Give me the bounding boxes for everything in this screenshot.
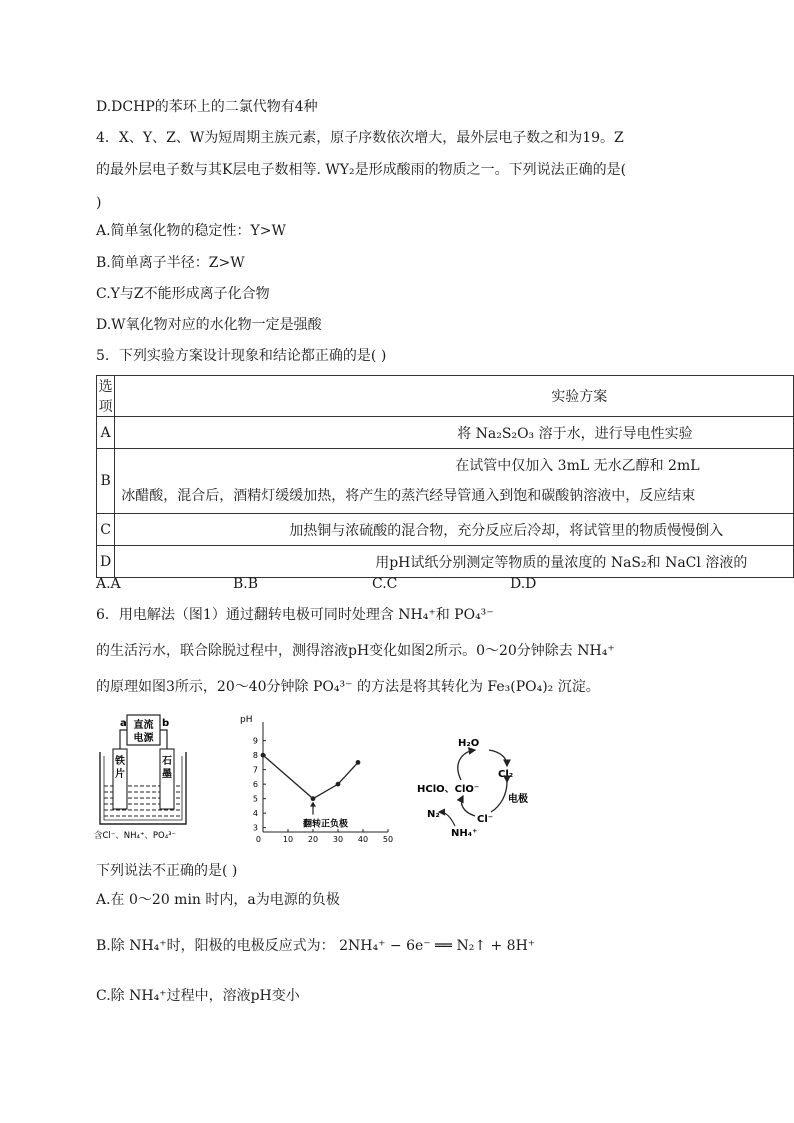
fig2-annotation-arrowhead (310, 802, 316, 807)
fig2-x-tick-label: 50 (382, 835, 394, 844)
q4-stem-line3: ) (96, 195, 102, 211)
q5-choice-a: A.A (96, 576, 121, 592)
fig2-data-point (311, 796, 316, 801)
q4-stem-line1: 4．X、Y、Z、W为短周期主族元素，原子序数依次增大，最外层电子数之和为19。Z (96, 130, 624, 146)
fig2-y-tick-label: 4 (252, 809, 258, 819)
fig3-hclo: HClO、ClO⁻ (417, 784, 480, 795)
fig3-h2o: H₂O (458, 738, 480, 749)
fig3-arrow-electrode (491, 782, 507, 812)
q4-option-c: C.Y与Z不能形成离子化合物 (96, 286, 270, 302)
q6-stem-line2: 的生活污水，联合除脱过程中，测得溶液pH变化如图2所示。0～20分钟除去 NH₄⁺ (96, 643, 615, 659)
row-plan: 加热铜与浓硫酸的混合物，充分反应后冷却，将试管里的物质慢慢倒入 (115, 514, 794, 546)
table-row (97, 449, 794, 514)
fig2-y-tick-label: 3 (252, 823, 258, 833)
q5-stem: 5．下列实验方案设计现象和结论都正确的是( ) (96, 348, 387, 364)
row-plan-line2: 冰醋酸，混合后，酒精灯缓缓加热，将产生的蒸汽经导管通入到饱和碳酸钠溶液中，反应结束 (121, 488, 696, 504)
figure2-ph-chart (236, 712, 396, 848)
row-plan (115, 449, 794, 514)
header-plan: 实验方案 (115, 376, 794, 417)
q4-option-a: A.简单氢化物的稳定性：Y>W (96, 223, 286, 239)
fig2-y-tick-label: 9 (252, 736, 258, 746)
fig2-y-label: pH (240, 715, 253, 725)
table-row (97, 417, 794, 449)
row-plan-line1: 在试管中仅加入 3mL 无水乙醇和 2mL (455, 458, 700, 474)
q6-question: 下列说法不正确的是( ) (96, 863, 238, 879)
wire-a (120, 730, 127, 749)
row-option: C (97, 514, 115, 546)
q3-option-d: D.DCHP的苯环上的二氯代物有4种 (96, 99, 318, 115)
fig3-arrow-to-h2o (458, 750, 475, 780)
fig2-y-tick-label: 7 (252, 765, 258, 775)
experiment-table (96, 375, 794, 578)
q4-stem-line2: 的最外层电子数与其K层电子数相等. WY₂是形成酸雨的物质之一。下列说法正确的是( (96, 162, 627, 178)
table-header-row (97, 376, 794, 417)
table-row (97, 546, 794, 578)
fig3-electrode: 电极 (508, 794, 528, 805)
fig2-y-tick-label: 6 (252, 780, 258, 790)
row-plan: 用pH试纸分别测定等物质的量浓度的 NaS₂和 NaCl 溶液的 (115, 546, 794, 578)
wire-b (160, 730, 167, 749)
fig3-nh4: NH₄⁺ (451, 828, 478, 839)
q5-choice-b: B.B (233, 576, 259, 592)
fig2-annotation: 翻转正负极 (303, 819, 349, 830)
fig3-cl-minus: Cl⁻ (477, 814, 494, 825)
fig2-x-tick-label: 10 (282, 835, 294, 844)
q6-stem-line1: 6．用电解法（图1）通过翻转电极可同时处理含 NH₄⁺和 PO₄³⁻ (96, 607, 494, 623)
fig1-caption: 含Cl⁻、NH₄⁺、PO₄³⁻ (94, 831, 177, 841)
row-option: B (97, 449, 115, 514)
fig3-arrow-to-cl2 (489, 750, 507, 766)
fig1-power-line2: 电源 (133, 733, 154, 744)
q6-option-c: C.除 NH₄⁺过程中，溶液pH变小 (96, 988, 300, 1004)
table-row (97, 514, 794, 546)
header-option: 选项 (97, 376, 115, 417)
q6-stem-line3: 的原理如图3所示，20～40分钟除 PO₄³⁻ 的方法是将其转化为 Fe₃(PO₄)₂ 沉淀。 (96, 679, 600, 695)
fig2-y-tick-label: 8 (252, 751, 258, 761)
fig2-ph-series (263, 755, 358, 799)
fig1-iron-2: 片 (115, 769, 125, 780)
fig3-arrow-nh4-to-n2 (439, 812, 455, 826)
q5-choice-d: D.D (510, 576, 537, 592)
fig1-graphite-1: 石 (162, 756, 172, 767)
fig1-power-line1: 直流 (133, 720, 154, 731)
row-plan: 将 Na₂S₂O₃ 溶于水，进行导电性实验 (115, 417, 794, 449)
fig1-iron-1: 铁 (115, 756, 125, 767)
fig2-data-point (336, 782, 341, 787)
fig2-data-point (356, 760, 361, 765)
fig1-graphite-2: 墨 (162, 769, 172, 780)
fig1-label-a: a (120, 718, 127, 729)
figure3-cycle-diagram (413, 734, 553, 842)
fig3-arrow-to-hclo (462, 796, 476, 816)
row-option: D (97, 546, 115, 578)
fig2-x-tick-label: 30 (332, 835, 344, 844)
q6-option-a: A.在 0～20 min 时内，a为电源的负极 (96, 892, 340, 908)
q4-option-b: B.简单离子半径：Z>W (96, 255, 245, 271)
q5-choice-c: C.C (372, 576, 398, 592)
fig1-label-b: b (162, 718, 170, 729)
fig2-x-tick-label: 40 (357, 835, 369, 844)
fig2-x-tick-label: 20 (307, 835, 319, 844)
fig2-data-point (261, 753, 266, 758)
row-option: A (97, 417, 115, 449)
q6-option-b: B.除 NH₄⁺时，阳极的电极反应式为： 2NH₄⁺ − 6e⁻ ══ N₂↑ + 8H⁺ (96, 938, 536, 954)
figure1-electrolysis-cell (90, 712, 196, 842)
fig2-y-tick-label: 5 (252, 794, 258, 804)
q4-option-d: D.W氧化物对应的水化物一定是强酸 (96, 317, 322, 333)
fig3-n2: N₂ (427, 809, 440, 820)
fig2-origin-label: 0 (255, 835, 261, 844)
fig3-cl2: Cl₂ (498, 769, 514, 780)
